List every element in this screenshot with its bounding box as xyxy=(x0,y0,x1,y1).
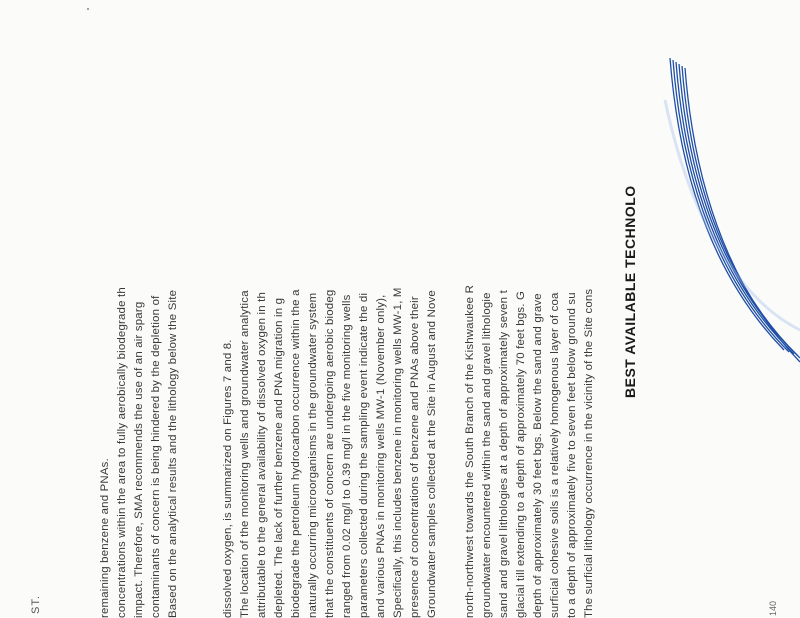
text-line: concentrations within the area to fully aerobically biodegrade th xyxy=(116,287,128,618)
text-line: glacial till extending to a depth of approximately 70 feet bgs. G xyxy=(515,290,527,618)
page-title: BEST AVAILABLE TECHNOLO xyxy=(622,185,638,398)
text-line: to a depth of approximately five to seven feet below ground su xyxy=(566,292,578,618)
text-line: sand and gravel lithologies at a depth of approximately seven t xyxy=(498,290,510,618)
text-line: ranged from 0.02 mg/l to 0.39 mg/l in the five monitoring wells xyxy=(341,294,353,618)
text-line: contaminants of concern is being hindered by the depletion of xyxy=(150,295,162,618)
text-line: impact. Therefore, SMA recommends the use of an air sparg xyxy=(133,301,145,618)
scan-speck xyxy=(87,8,89,10)
text-line: surficial cohesive soils is a relatively homogenous layer of coa xyxy=(549,292,561,618)
text-line: parameters collected during the sampling event indicate the di xyxy=(358,292,370,618)
text-line: attributable to the general availability of dissolved oxygen in th xyxy=(256,291,268,618)
text-line: depth of approximately 30 feet bgs. Below the sand and grave xyxy=(532,293,544,618)
text-line: remaining benzene and PNAs. xyxy=(99,458,111,618)
text-line: biodegrade the petroleum hydrocarbon occurrence within the a xyxy=(290,289,302,618)
text-line: presence of concentrations of benzene and PNAs above their xyxy=(409,296,421,618)
text-line: The surficial lithology occurrence in the vicinity of the Site cons xyxy=(583,288,595,618)
text-line: groundwater encountered within the sand and gravel lithologie xyxy=(481,292,493,618)
text-line: depleted. The lack of further benzene and PNA migration in g xyxy=(273,297,285,618)
text-line: and various PNAs in monitoring wells MW-1 (November only), xyxy=(375,294,387,618)
page-number: 140 xyxy=(768,600,778,616)
text-line: that the constituents of concern are undergoing aerobic biodeg xyxy=(324,289,336,618)
text-line: Specifically, this includes benzene in monitoring wells MW-1, M xyxy=(392,287,404,618)
text-line: Based on the analytical results and the lithology below the Site xyxy=(167,289,179,618)
text-line: Groundwater samples collected at the Site in August and Nove xyxy=(426,290,438,618)
header-fragment: ST. xyxy=(30,595,42,614)
text-line: north-northwest towards the South Branch of the Kishwaukee R xyxy=(464,284,476,618)
text-line: The location of the monitoring wells and groundwater analytica xyxy=(239,290,251,618)
text-line: naturally occurring microorganisms in the groundwater system xyxy=(307,292,319,618)
logo-swoosh-graphic xyxy=(560,0,800,618)
text-line: dissolved oxygen, is summarized on Figures 7 and 8. xyxy=(222,339,234,618)
